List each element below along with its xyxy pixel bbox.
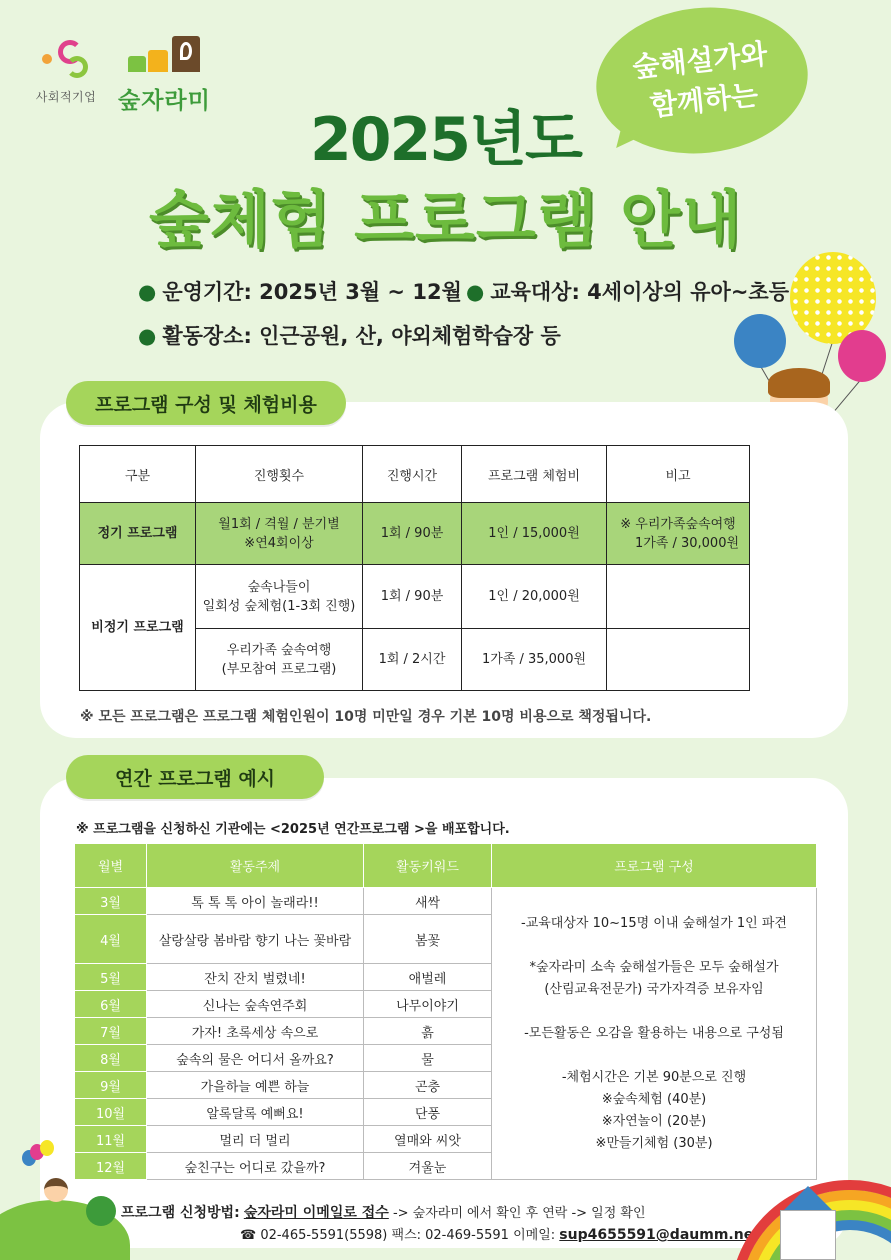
month-cell: 11월 (75, 1126, 147, 1153)
regular-note: ※ 우리가족숲속여행 1가족 / 30,000원 (607, 503, 750, 565)
regular-fee: 1인 / 15,000원 (462, 503, 607, 565)
brand-label: 숲자라미 (118, 88, 211, 114)
month-cell: 4월 (75, 915, 147, 964)
irregular-category: 비정기 프로그램 (80, 565, 196, 691)
theme-cell: 숲속의 물은 어디서 올까요? (147, 1045, 364, 1072)
header-note: 비고 (607, 446, 750, 503)
cost-section-title: 프로그램 구성 및 체험비용 (66, 381, 346, 425)
header-time: 진행시간 (363, 446, 462, 503)
apply-info (121, 1202, 646, 1222)
keyword-cell: 물 (364, 1045, 492, 1072)
social-enterprise-label: 사회적기업 (35, 90, 97, 104)
apply-method: 숲자라미 이메일로 접수 (243, 1205, 389, 1221)
header-theme: 활동주제 (147, 844, 364, 888)
cost-table (79, 445, 750, 691)
header-count: 진행횟수 (196, 446, 363, 503)
keyword-cell: 열매와 씨앗 (364, 1126, 492, 1153)
theme-cell: 숲친구는 어디로 갔을까? (147, 1153, 364, 1180)
contact-text: ☎ 02-465-5591(5598) 팩스: 02-469-5591 이메일: (240, 1228, 560, 1243)
theme-cell: 가을하늘 예쁜 하늘 (147, 1072, 364, 1099)
keyword-cell: 겨울눈 (364, 1153, 492, 1180)
keyword-cell: 단풍 (364, 1099, 492, 1126)
keyword-cell: 애벌레 (364, 964, 492, 991)
theme-cell: 살랑살랑 봄바람 향기 나는 꽃바람 (147, 915, 364, 964)
keyword-cell: 흙 (364, 1018, 492, 1045)
irregular-note-2 (607, 629, 750, 691)
regular-time: 1회 / 90분 (363, 503, 462, 565)
irregular-count-1: 숲속나들이 일회성 숲체험(1-3회 진행) (196, 565, 363, 629)
theme-cell: 신나는 숲속연주회 (147, 991, 364, 1018)
annual-section-title: 연간 프로그램 예시 (66, 755, 324, 799)
theme-cell: 멀리 더 멀리 (147, 1126, 364, 1153)
bullet-icon: ● (466, 280, 485, 304)
irregular-note-1 (607, 565, 750, 629)
rainbow-castle-illustration (720, 1170, 891, 1260)
bubble-line-1: 숲해설가와 (630, 36, 769, 84)
irregular-fee-1: 1인 / 20,000원 (462, 565, 607, 629)
theme-cell: 톡 톡 톡 아이 놀래라!! (147, 888, 364, 915)
page-title: 숲체험 프로그램 안내 (148, 183, 743, 256)
bullet-icon: ● (138, 280, 157, 304)
annual-program-table (74, 843, 817, 1180)
email-link[interactable]: sup4655591@daumm.net (559, 1227, 760, 1243)
social-enterprise-mark-icon (36, 38, 96, 82)
month-cell: 12월 (75, 1153, 147, 1180)
month-cell: 10월 (75, 1099, 147, 1126)
theme-cell: 가자! 초록세상 속으로 (147, 1018, 364, 1045)
bubble-line-2: 함께하는 (648, 77, 760, 122)
bullet-icon: ● (138, 324, 157, 348)
regular-count: 월1회 / 격월 / 분기별 ※연4회이상 (196, 503, 363, 565)
cost-footnote: ※ 모든 프로그램은 프로그램 체험인원이 10명 미만일 경우 기본 10명 비용으로 책정됩니다. (80, 709, 652, 725)
brand-mark-icon (116, 36, 216, 82)
title-year: 2025년도 (310, 105, 581, 175)
header-keyword: 활동키워드 (364, 844, 492, 888)
irregular-time-1: 1회 / 90분 (363, 565, 462, 629)
apply-flow: -> 숲자라미 에서 확인 후 연락 -> 일정 확인 (388, 1206, 646, 1221)
month-cell: 7월 (75, 1018, 147, 1045)
header-composition: 프로그램 구성 (492, 844, 817, 888)
annual-note: ※ 프로그램을 신청하신 기관에는 <2025년 연간프로그램 >을 배포합니다. (76, 822, 510, 837)
month-cell: 6월 (75, 991, 147, 1018)
info-place: ● 활동장소: 인근공원, 산, 야외체험학습장 등 (138, 324, 561, 348)
keyword-cell: 새싹 (364, 888, 492, 915)
theme-cell: 잔치 잔치 벌렸네! (147, 964, 364, 991)
header-category: 구분 (80, 446, 196, 503)
month-cell: 3월 (75, 888, 147, 915)
table-header-row (80, 446, 750, 503)
table-header-row (75, 844, 817, 888)
info-target: ● 교육대상: 4세이상의 유아~초등 (466, 280, 789, 304)
month-cell: 9월 (75, 1072, 147, 1099)
regular-category: 정기 프로그램 (80, 503, 196, 565)
table-row (75, 888, 817, 915)
irregular-count-2: 우리가족 숲속여행 (부모참여 프로그램) (196, 629, 363, 691)
kid-with-balloons-illustration (0, 1140, 140, 1260)
info-period: ● 운영기간: 2025년 3월 ~ 12월 (138, 280, 462, 304)
header-fee: 프로그램 체험비 (462, 446, 607, 503)
composition-cell: -교육대상자 10~15명 이내 숲해설가 1인 파견 *숲자라미 소속 숲해설가들은 모두 숲해설가 (산림교육전문가) 국가자격증 보유자임 -모든활동은 오감을 활용하는 내용으로 구성됨 -체험시간은 기본 90분으로 진행 ※숲속체험 (40분) ※자연놀이 (20분) ※만들기체험 (30분) (492, 888, 817, 1180)
header-month: 월별 (75, 844, 147, 888)
theme-cell: 알록달록 예뻐요! (147, 1099, 364, 1126)
month-cell: 5월 (75, 964, 147, 991)
table-row (80, 503, 750, 565)
keyword-cell: 봄꽃 (364, 915, 492, 964)
contact-info (240, 1224, 760, 1243)
keyword-cell: 나무이야기 (364, 991, 492, 1018)
apply-label: 프로그램 신청방법: (121, 1205, 240, 1221)
keyword-cell: 곤충 (364, 1072, 492, 1099)
month-cell: 8월 (75, 1045, 147, 1072)
table-row (80, 565, 750, 629)
irregular-fee-2: 1가족 / 35,000원 (462, 629, 607, 691)
irregular-time-2: 1회 / 2시간 (363, 629, 462, 691)
blue-balloon-icon (734, 314, 786, 368)
